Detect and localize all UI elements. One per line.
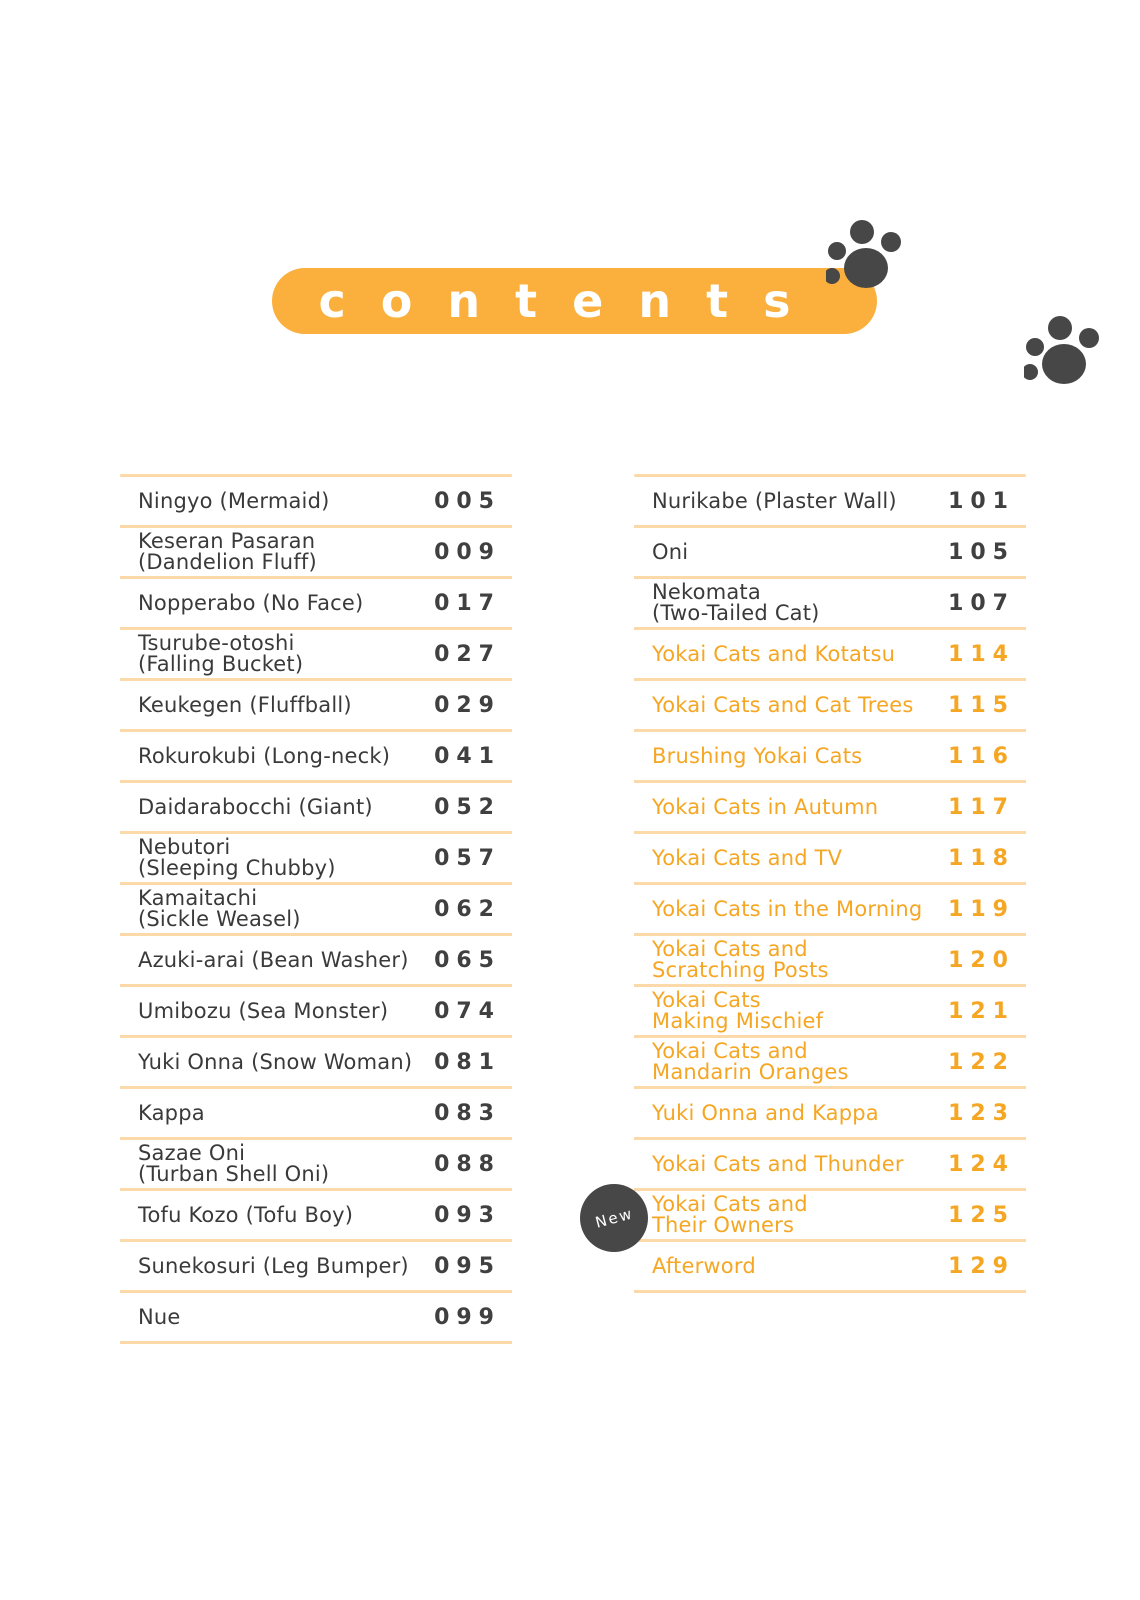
toc-entry[interactable] [634, 1191, 1026, 1242]
toc-entry-page: 119 [948, 896, 1015, 922]
toc-entry-page: 041 [434, 743, 501, 769]
toc-entry-page: 129 [948, 1253, 1015, 1279]
toc-entry[interactable] [120, 1191, 512, 1242]
toc-entry[interactable] [634, 987, 1026, 1038]
toc-entry[interactable] [120, 528, 512, 579]
toc-entry-page: 062 [434, 896, 501, 922]
toc-entry-title: Tofu Kozo (Tofu Boy) [138, 1202, 354, 1227]
toc-entry[interactable] [634, 936, 1026, 987]
toc-entry[interactable] [634, 1140, 1026, 1191]
toc-entry-title: Yuki Onna (Snow Woman) [138, 1049, 413, 1074]
toc-entry[interactable] [634, 630, 1026, 681]
paw-print-icon [826, 218, 916, 298]
toc-entry[interactable] [634, 1089, 1026, 1140]
toc-entry-page: 121 [948, 998, 1015, 1024]
toc-entry-page: 099 [434, 1304, 501, 1330]
toc-entry-title: Oni [652, 539, 689, 564]
toc-entry-page: 081 [434, 1049, 501, 1075]
toc-entry-page: 116 [948, 743, 1015, 769]
toc-entry-title: Nebutori (Sleeping Chubby) [138, 835, 336, 880]
toc-entry-page: 088 [434, 1151, 501, 1177]
toc-entry[interactable] [120, 936, 512, 987]
toc-entry[interactable] [634, 477, 1026, 528]
toc-entry[interactable] [120, 579, 512, 630]
toc-entry-title: Yokai Cats and Their Owners [652, 1192, 808, 1237]
toc-entry[interactable] [634, 834, 1026, 885]
toc-entry-title: Azuki-arai (Bean Washer) [138, 947, 409, 972]
toc-entry-title: Nopperabo (No Face) [138, 590, 364, 615]
toc-entry-page: 105 [948, 539, 1015, 565]
toc-entry-page: 027 [434, 641, 501, 667]
toc-entry-title: Daidarabocchi (Giant) [138, 794, 373, 819]
toc-entry-page: 101 [948, 488, 1015, 514]
toc-entry-title: Kappa [138, 1100, 205, 1125]
toc-entry-title: Kamaitachi (Sickle Weasel) [138, 886, 301, 931]
toc-entry-title: Brushing Yokai Cats [652, 743, 863, 768]
toc-entry[interactable] [634, 885, 1026, 936]
toc-entry[interactable] [634, 681, 1026, 732]
toc-entry[interactable] [120, 681, 512, 732]
toc-entry-title: Yokai Cats and Mandarin Oranges [652, 1039, 849, 1084]
toc-entry[interactable] [634, 1242, 1026, 1293]
toc-entry-title: Nue [138, 1304, 181, 1329]
toc-entry-title: Keukegen (Fluffball) [138, 692, 352, 717]
toc-entry-title: Yokai Cats and Cat Trees [652, 692, 914, 717]
toc-entry-title: Keseran Pasaran (Dandelion Fluff) [138, 529, 317, 574]
toc-entry-page: 093 [434, 1202, 501, 1228]
toc-entry[interactable] [634, 732, 1026, 783]
toc-entry[interactable] [634, 528, 1026, 579]
toc-entry-title: Rokurokubi (Long-neck) [138, 743, 391, 768]
toc-list-right [634, 474, 1026, 1293]
toc-entry-title: Sunekosuri (Leg Bumper) [138, 1253, 409, 1278]
toc-entry-page: 029 [434, 692, 501, 718]
toc-entry[interactable] [120, 1038, 512, 1089]
toc-entry-title: Yokai Cats in the Morning [652, 896, 923, 921]
toc-list-left [120, 474, 512, 1344]
toc-entry-page: 115 [948, 692, 1015, 718]
toc-entry-page: 125 [948, 1202, 1015, 1228]
toc-entry-title: Nekomata (Two-Tailed Cat) [652, 580, 820, 625]
toc-entry-page: 124 [948, 1151, 1015, 1177]
toc-entry-page: 009 [434, 539, 501, 565]
new-badge-label: New [592, 1204, 636, 1232]
toc-entry[interactable] [120, 630, 512, 681]
toc-entry-title: Yokai Cats and Kotatsu [652, 641, 896, 666]
toc-entry-page: 095 [434, 1253, 501, 1279]
page-title: contents [318, 274, 826, 328]
toc-entry-page: 017 [434, 590, 501, 616]
toc-entry-page: 122 [948, 1049, 1015, 1075]
toc-entry[interactable] [634, 579, 1026, 630]
toc-entry-page: 057 [434, 845, 501, 871]
toc-entry[interactable] [120, 1140, 512, 1191]
toc-entry-page: 005 [434, 488, 501, 514]
toc-entry-page: 123 [948, 1100, 1015, 1126]
toc-entry[interactable] [634, 1038, 1026, 1089]
toc-entry[interactable] [120, 783, 512, 834]
toc-entry-page: 065 [434, 947, 501, 973]
toc-entry-title: Afterword [652, 1253, 756, 1278]
toc-entry-title: Ningyo (Mermaid) [138, 488, 330, 513]
toc-entry-title: Umibozu (Sea Monster) [138, 998, 389, 1023]
toc-entry-title: Yuki Onna and Kappa [652, 1100, 879, 1125]
toc-entry[interactable] [120, 477, 512, 528]
toc-entry-page: 083 [434, 1100, 501, 1126]
toc-entry-title: Yokai Cats and Thunder [652, 1151, 904, 1176]
toc-entry[interactable] [120, 987, 512, 1038]
toc-entry-page: 074 [434, 998, 501, 1024]
toc-entry[interactable] [120, 1242, 512, 1293]
toc-entry-title: Nurikabe (Plaster Wall) [652, 488, 897, 513]
toc-entry-page: 118 [948, 845, 1015, 871]
toc-entry[interactable] [120, 1293, 512, 1344]
toc-entry[interactable] [120, 732, 512, 783]
toc-entry-page: 117 [948, 794, 1015, 820]
toc-entry-title: Sazae Oni (Turban Shell Oni) [138, 1141, 330, 1186]
toc-entry[interactable] [120, 885, 512, 936]
toc-entry-page: 052 [434, 794, 501, 820]
toc-entry-page: 120 [948, 947, 1015, 973]
toc-entry[interactable] [120, 1089, 512, 1140]
new-badge [580, 1184, 648, 1252]
paw-print-icon [1024, 314, 1114, 394]
toc-entry-title: Yokai Cats in Autumn [652, 794, 879, 819]
toc-entry-title: Yokai Cats Making Mischief [652, 988, 824, 1033]
contents-title-banner [272, 268, 877, 334]
toc-entry-title: Tsurube-otoshi (Falling Bucket) [138, 631, 304, 676]
toc-entry-page: 107 [948, 590, 1015, 616]
toc-entry[interactable] [120, 834, 512, 885]
toc-entry-title: Yokai Cats and Scratching Posts [652, 937, 829, 982]
toc-entry[interactable] [634, 783, 1026, 834]
toc-entry-title: Yokai Cats and TV [652, 845, 843, 870]
toc-entry-page: 114 [948, 641, 1015, 667]
